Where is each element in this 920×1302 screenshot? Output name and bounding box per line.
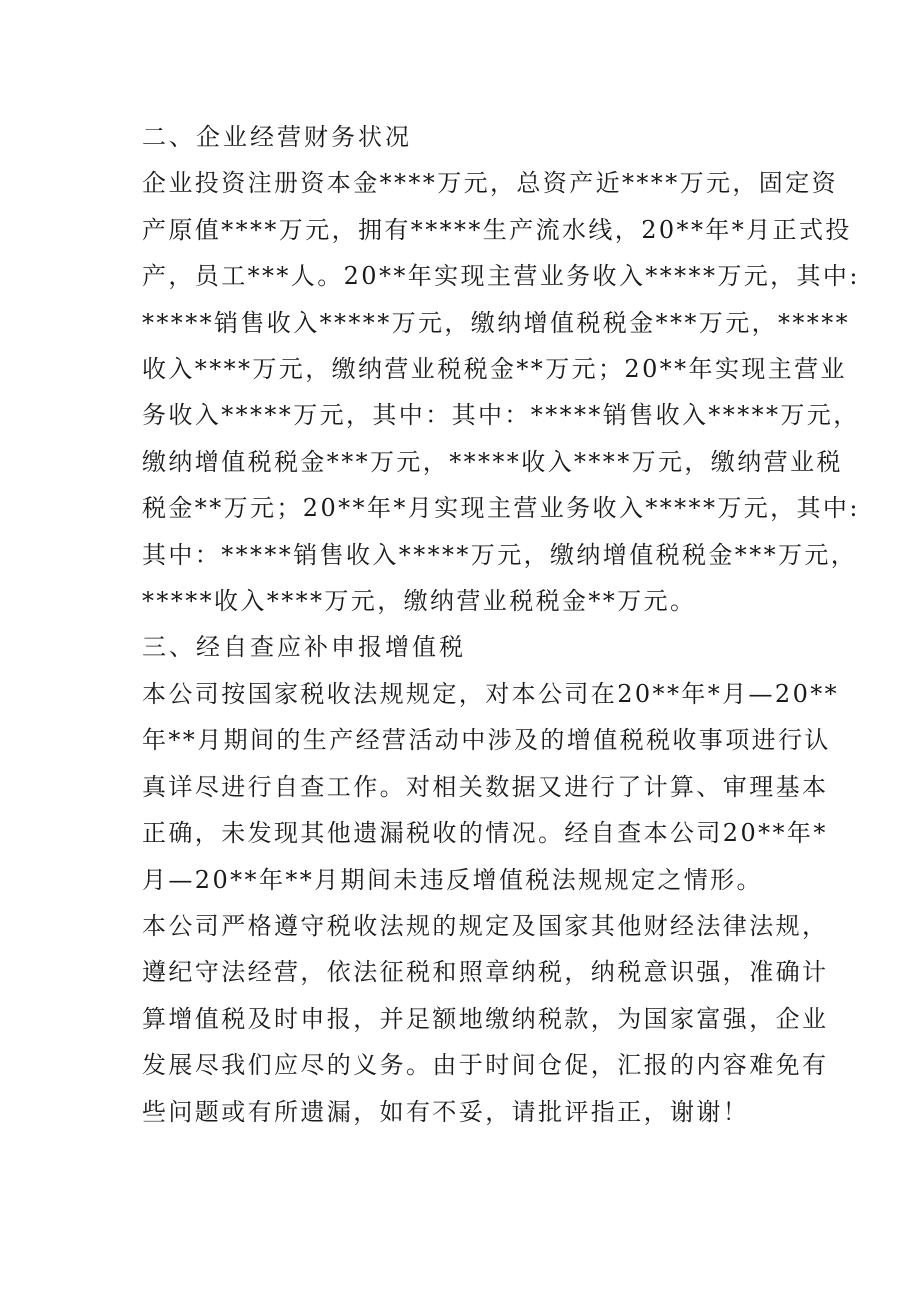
text-line: *****收入****万元，缴纳营业税税金**万元。 [142, 587, 697, 616]
text-line: 算增值税及时申报，并足额地缴纳税款，为国家富强，企业 [142, 1004, 829, 1033]
text-line: 发展尽我们应尽的义务。由于时间仓促，汇报的内容难免有 [142, 1051, 829, 1080]
heading-text: 三、经自查应补申报增值税 [142, 633, 466, 662]
text-line: 月—20**年**月期间未违反增值税法规规定之情形。 [142, 865, 763, 894]
text-line: 其中：*****销售收入*****万元，缴纳增值税税金***万元， [142, 540, 858, 569]
heading-text: 二、企业经营财务状况 [142, 123, 412, 151]
text-line: 企业投资注册资本金****万元，总资产近****万元，固定资 [142, 169, 838, 198]
text-line: 些问题或有所遗漏，如有不妥，请批评指正，谢谢！ [142, 1097, 750, 1126]
text-line: 年**月期间的生产经营活动中涉及的增值税税收事项进行认 [142, 726, 831, 755]
paragraph-finance-status [142, 160, 860, 624]
text-line: 正确，未发现其他遗漏税收的情况。经自查本公司20**年* [142, 819, 828, 848]
text-line: 本公司按国家税收法规规定，对本公司在20**年*月—20** [142, 679, 840, 708]
text-line: 本公司严格遵守税收法规的规定及国家其他财经法律法规， [142, 911, 829, 940]
text-line: 真详尽进行自查工作。对相关数据又进行了计算、审理基本 [142, 772, 829, 801]
section-heading-finance [142, 114, 802, 160]
text-line: 产原值****万元，拥有*****生产流水线，20**年*月正式投 [142, 215, 852, 244]
text-line: *****销售收入*****万元，缴纳增值税税金***万元，***** [142, 308, 850, 337]
document-body [142, 114, 860, 1135]
text-line: 税金**万元；20**年*月实现主营业务收入*****万元，其中: [142, 494, 860, 523]
text-line: 务收入*****万元，其中：其中：*****销售收入*****万元， [142, 401, 860, 430]
text-line: 缴纳增值税税金***万元，*****收入****万元，缴纳营业税 [142, 447, 843, 476]
text-line: 产，员工***人。20**年实现主营业务收入*****万元，其中: [142, 262, 860, 291]
text-line: 收入****万元，缴纳营业税税金**万元；20**年实现主营业 [142, 355, 847, 384]
paragraph-self-inspection [142, 671, 840, 903]
section-heading-self-inspection [142, 624, 802, 670]
paragraph-compliance-statement [142, 903, 829, 1135]
text-line: 遵纪守法经营，依法征税和照章纳税，纳税意识强，准确计 [142, 958, 829, 987]
